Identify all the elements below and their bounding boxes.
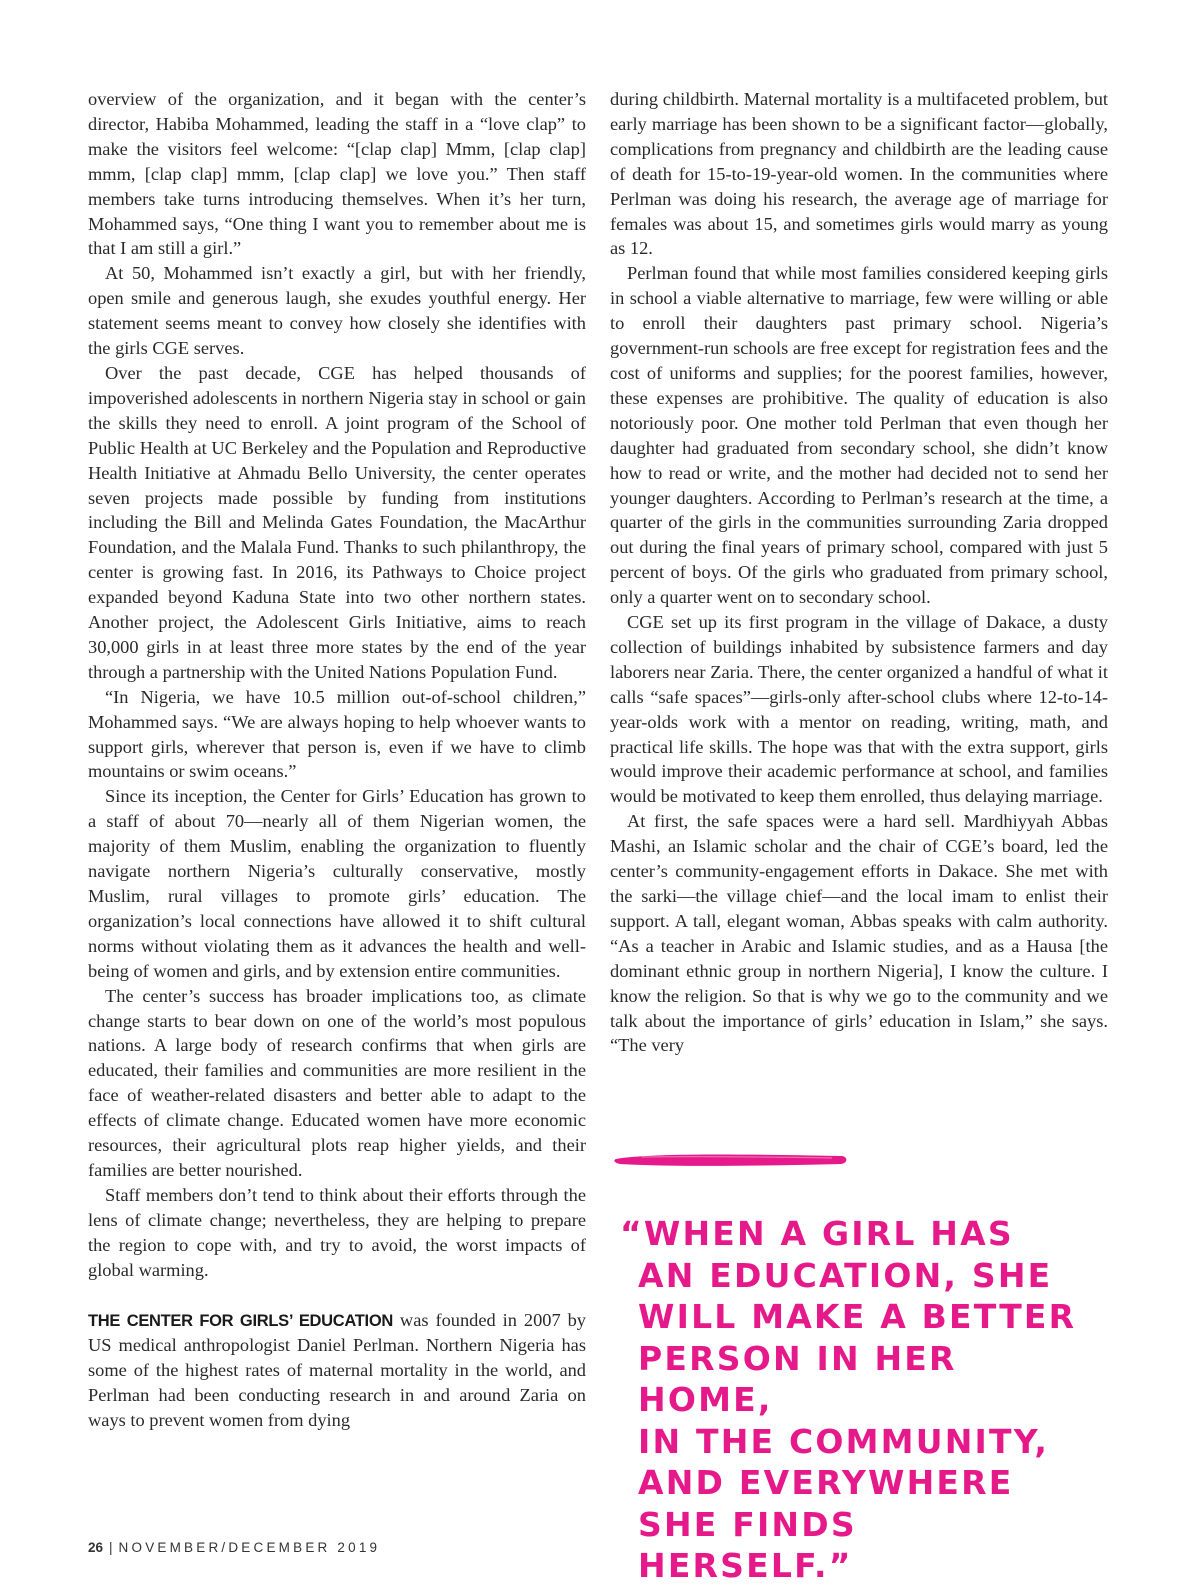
paragraph: Perlman found that while most families considered keeping girls in school a viable alternative to marriage, few were willing or able to enroll their daughters past primary school. Nigeria’s government-run schools are free except for registration fees and the cost of uniforms and supplies; for the poorest families, however, these expenses are prohibitive. The quality of education is also notoriously poor. One mother told Perlman that even though her daughter had graduated from secondary school, she didn’t know how to read or write, and the mother had decided not to send her younger daughters. According to Perlman’s research at the time, a quarter of the girls in the communities surrounding Zaria dropped out during the final years of primary school, compared with just 5 percent of boys. Of the girls who graduated from primary school, only a quarter went on to secondary school. (610, 263, 1108, 608)
paragraph: Since its inception, the Center for Girls’ Education has grown to a staff of about 70—nearly all of them Nigerian women, the majority of them Muslim, enabling the organization to fluently navigate northern Nigeria’s culturally conservative, mostly Muslim, rural villages to promote girls’ education. The organization’s local connections have allowed it to shift cultural norms without violating them as it advances the health and well-being of women and girls, and by extension entire communities. (88, 786, 586, 981)
paragraph: “In Nigeria, we have 10.5 million out-of-school children,” Mohammed says. “We are always hoping to help whoever wants to support girls, wherever that person is, even if we have to climb mountains or swim oceans.” (88, 686, 586, 782)
page-number: 26 (88, 1540, 104, 1555)
paragraph: during childbirth. Maternal mortality is a multifaceted problem, but early marriage has been shown to be a significant factor—globally, complications from pregnancy and childbirth are the leading cause of death for 15-to-19-year-old women. In the communities where Perlman was doing his research, the average age of marriage for females was about 15, and sometimes girls would marry as young as 12. (610, 89, 1108, 259)
pull-quote-text: “WHEN A GIRL HAS AN EDUCATION, SHE WILL MAKE A BETTER PERSON IN HER HOME, IN THE COMMUNITY, AND EVERYWHERE SHE FINDS HERSELF.” (620, 1214, 1077, 1585)
issue-date: NOVEMBER/DECEMBER 2019 (118, 1540, 381, 1555)
right-column (610, 87, 1108, 1058)
paragraph: Staff members don’t tend to think about their efforts through the lens of climate change; nevertheless, they are helping to prepare the region to cope with, and try to avoid, the worst impacts of global warming. (88, 1184, 586, 1280)
paragraph: The center’s success has broader implications too, as climate change starts to bear down on one of the world’s most populous nations. A large body of research confirms that when girls are educated, their families and communities are more resilient in the face of weather-related disasters and better able to adapt to the effects of climate change. Educated women have more economic resources, their agricultural plots reap higher yields, and their families are better nourished. (88, 985, 586, 1180)
paragraph: At first, the safe spaces were a hard sell. Mardhiyyah Abbas Mashi, an Islamic scholar and the chair of CGE’s board, led the center’s community-engagement efforts in Dakace. She met with the sarki—the village chief—and the local imam to enlist their support. A tall, elegant woman, Abbas speaks with calm authority. “As a teacher in Arabic and Islamic studies, and as a Hausa [the dominant ethnic group in northern Nigeria], I know the culture. I know the religion. So that is why we go to the community and we talk about the importance of girls’ education in Islam,” she says. “The very (610, 811, 1108, 1056)
section-lead-text: was founded in 2007 by US medical anthropologist Daniel Perlman. Northern Nigeria has some of the highest rates of maternal mortality in the world, and Perlman had been conducting research in and around Zaria on ways to prevent women from dying (88, 1309, 586, 1431)
paragraph: At 50, Mohammed isn’t exactly a girl, but with her friendly, open smile and generous laugh, she exudes youthful energy. Her statement seems meant to convey how closely she identifies with the girls CGE serves. (88, 263, 586, 359)
page-footer (88, 1540, 380, 1555)
brush-stroke-decoration (612, 1147, 852, 1171)
paragraph: Over the past decade, CGE has helped thousands of impoverished adolescents in northern Nigeria stay in school or gain the skills they need to enroll. A joint program of the School of Public Health at UC Berkeley and the Population and Reproductive Health Initiative at Ahmadu Bello University, the center operates seven projects made possible by funding from institutions including the Bill and Melinda Gates Foundation, the MacArthur Foundation, and the Malala Fund. Thanks to such philanthropy, the center is growing fast. In 2016, its Pathways to Choice project expanded beyond Kaduna State into two other northern states. Another project, the Adolescent Girls Initiative, aims to reach 30,000 girls in at least three more states by the end of the year through a partnership with the United Nations Population Fund. (88, 362, 586, 682)
pull-quote-block (612, 1147, 1082, 1587)
left-column (88, 87, 586, 1433)
paragraph: CGE set up its first program in the village of Dakace, a dusty collection of buildings inhabited by subsistence farmers and day laborers near Zaria. There, the center organized a handful of what it calls “safe spaces”—girls-only after-school clubs where 12-to-14-year-olds work with a mentor on reading, writing, math, and practical life skills. The hope was that with the extra support, girls would improve their academic performance at school, and families would be motivated to keep them enrolled, thus delaying marriage. (610, 612, 1108, 807)
section-lead-paragraph (88, 1308, 586, 1434)
footer-separator: | (109, 1540, 113, 1555)
paragraph: overview of the organization, and it began with the center’s director, Habiba Mohammed, leading the staff in a “love clap” to make the visitors feel welcome: “[clap clap] Mmm, [clap clap] mmm, [clap clap] mmm, [clap clap] we love you.” Then staff members take turns introducing themselves. When it’s her turn, Mohammed says, “One thing I want you to remember about me is that I am still a girl.” (88, 89, 586, 259)
section-lead-heading: THE CENTER FOR GIRLS’ EDUCATION (88, 1311, 393, 1330)
